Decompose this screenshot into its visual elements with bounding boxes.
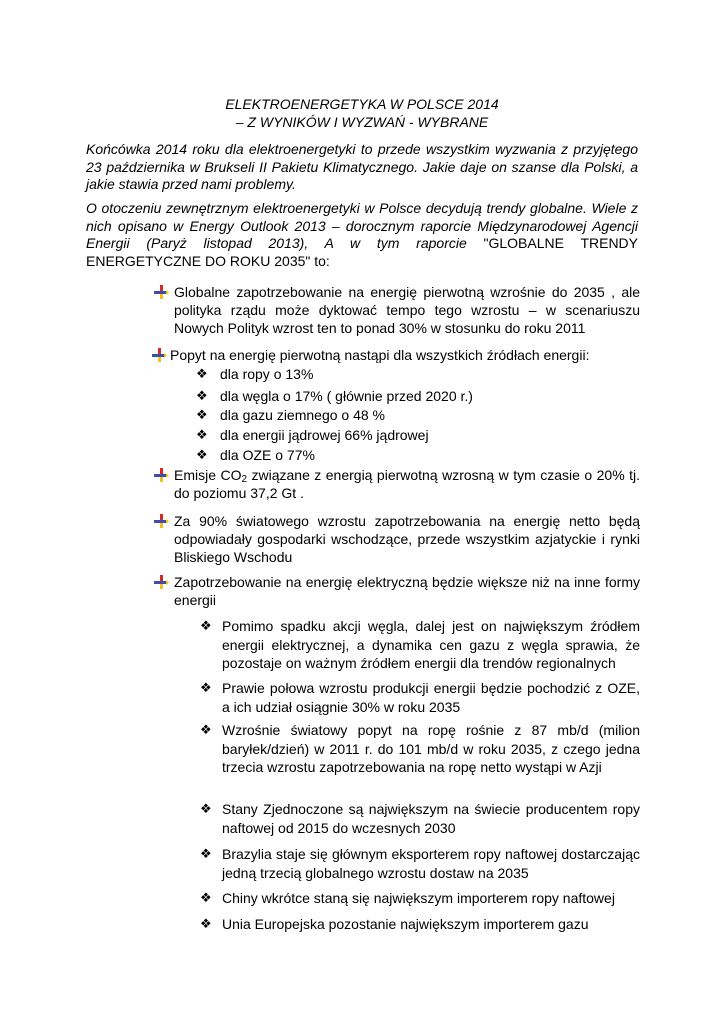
sub-item-text: Stany Zjednoczone są największym na świecie producentem ropy naftowej od 2015 do wczesnych 2030	[222, 801, 640, 836]
bullet-item-5	[154, 573, 640, 611]
sub-item	[200, 845, 640, 883]
sub-item	[196, 365, 640, 385]
document-title-line2: – Z WYNIKÓW I WYZWAŃ - WYBRANE	[235, 114, 489, 130]
sub-item	[196, 387, 640, 407]
sub-item	[200, 800, 640, 838]
document-title-line1: ELEKTROENERGETYKA W POLSCE 2014	[225, 96, 499, 112]
diamond-bullet-icon: ❖	[200, 722, 212, 737]
intro-paragraph-2-text: O otoczeniu zewnętrznym elektroenergetyki w Polsce decydują trendy globalne. Wiele z nich opisano w Energy Outlook 2013 – dorocznym raporcie Międzynarodowej Agencji Energii (Paryż listopad 2013), A w tym raporcie	[86, 200, 638, 252]
sub-item	[200, 915, 640, 935]
bullet-item-3	[154, 466, 640, 506]
bullet-item-2	[152, 346, 638, 366]
arrow-cross-bullet-icon	[154, 285, 169, 299]
diamond-bullet-icon: ❖	[200, 846, 212, 861]
sub-item	[196, 446, 640, 466]
diamond-bullet-icon: ❖	[200, 618, 212, 633]
bullet-text: Zapotrzebowanie na energię elektryczną będzie większe niż na inne formy energii	[174, 574, 640, 608]
diamond-bullet-icon: ❖	[196, 388, 208, 403]
bullet-text: Za 90% światowego wzrostu zapotrzebowania na energię netto będą odpowiadały gospodarki wschodzące, przede wszystkim azjatyckie i rynki Bliskiego Wschodu	[174, 513, 640, 565]
sub-item-text: dla OZE o 77%	[220, 447, 315, 463]
diamond-bullet-icon: ❖	[196, 407, 208, 422]
sub-item-text: dla ropy o 13%	[220, 366, 314, 382]
diamond-bullet-icon: ❖	[196, 447, 208, 462]
bullet-text: Globalne zapotrzebowanie na energię pierwotną wzrośnie do 2035 , ale polityka rządu może dyktować tempo tego wzrostu – w scenariuszu Nowych Polityk wzrost ten to ponad 30% w stosunku do roku 2011	[174, 284, 640, 336]
sub-item-text: Unia Europejska pozostanie największym importerem gazu	[222, 916, 589, 932]
arrow-cross-bullet-icon	[152, 348, 167, 362]
diamond-bullet-icon: ❖	[196, 366, 208, 381]
bullet-text-part: Emisje CO	[174, 467, 242, 483]
bullet-text	[174, 466, 640, 502]
bullet-item-1	[154, 283, 640, 339]
bullet-item-4	[154, 512, 640, 568]
report-title: "GLOBALNE TRENDY ENERGETYCZNE DO ROKU 2035" to:	[86, 235, 638, 269]
diamond-bullet-icon: ❖	[200, 801, 212, 816]
bullet-text: Popyt na energię pierwotną nastąpi dla wszystkich źródłach energii:	[170, 347, 590, 363]
arrow-cross-bullet-icon	[154, 468, 169, 482]
diamond-bullet-icon: ❖	[196, 427, 208, 442]
diamond-bullet-icon: ❖	[200, 916, 212, 931]
sub-item	[196, 426, 640, 446]
diamond-bullet-icon: ❖	[200, 680, 212, 695]
sub-item	[196, 406, 640, 426]
sub-item	[200, 617, 640, 673]
sub-item	[200, 679, 640, 717]
intro-paragraph-1: Końcówka 2014 roku dla elektroenergetyki to przede wszystkim wyzwania z przyjętego 23 października w Brukseli II Pakietu Klimatycznego. Jakie daje on szanse dla Polski, a jakie stawia przed nami problemy.	[86, 141, 638, 193]
sub-item-text: dla gazu ziemnego o 48 %	[220, 407, 385, 423]
arrow-cross-bullet-icon	[154, 514, 169, 528]
sub-item-text: Wzrośnie światowy popyt na ropę rośnie z 87 mb/d (milion baryłek/dzień) w 2011 r. do 101 mb/d w roku 2035, z czego jedna trzecia wzrostu zapotrzebowania na ropę netto wystąpi w Azji	[222, 722, 640, 775]
sub-item	[200, 721, 640, 795]
sub-item-text: Chiny wkrótce staną się największym importerem ropy naftowej	[222, 890, 615, 906]
sub-item-text: Prawie połowa wzrostu produkcji energii będzie pochodzić z OZE, a ich udział osiągnie 30% w roku 2035	[222, 680, 640, 715]
intro-paragraph-2	[86, 200, 638, 270]
sub-item	[200, 889, 640, 909]
arrow-cross-bullet-icon	[154, 575, 169, 589]
diamond-bullet-icon: ❖	[200, 890, 212, 905]
sub-item-text: Pomimo spadku akcji węgla, dalej jest on największym źródłem energii elektrycznej, a dynamika cen gazu z węgla sprawia, że pozostaje on ważnym źródłem energii dla trendów regionalnych	[222, 618, 640, 671]
bullet-text-part: związane z energią pierwotną wzrosną w tym czasie o 20% tj. do poziomu 37,2 Gt .	[174, 467, 640, 501]
sub-item-text: dla energii jądrowej 66% jądrowej	[220, 427, 429, 443]
sub-item-text: Brazylia staje się głównym eksporterem ropy naftowej dostarczając jedną trzecią globalnego wzrostu dostaw na 2035	[222, 846, 640, 881]
sub-item-text: dla węgla o 17% ( głównie przed 2020 r.)	[220, 388, 473, 404]
subscript: 2	[241, 474, 248, 485]
